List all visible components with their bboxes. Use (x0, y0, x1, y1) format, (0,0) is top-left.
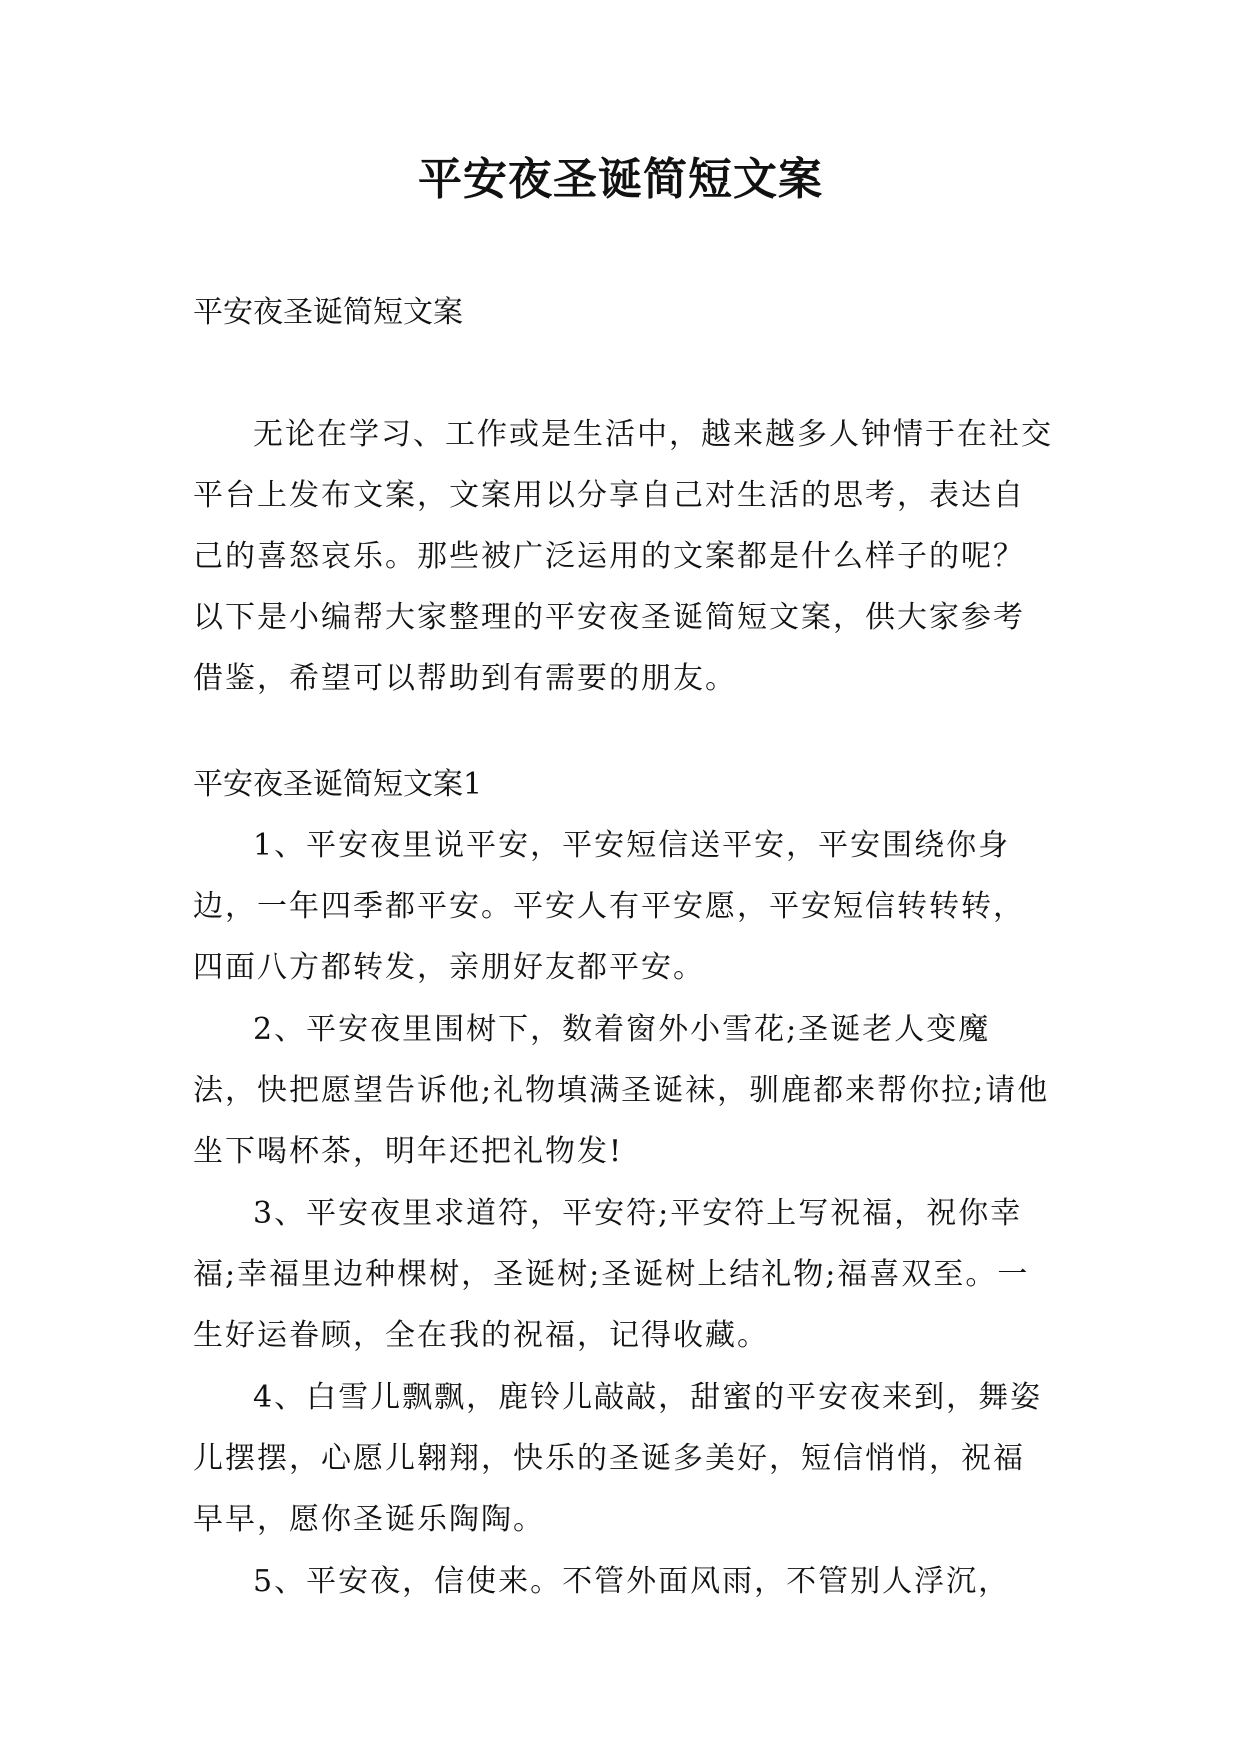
list-item: 1、平安夜里说平安，平安短信送平安，平安围绕你身边，一年四季都平安。平安人有平安愿，平安短信转转转，四面八方都转发，亲朋好友都平安。 (193, 828, 1025, 985)
section-heading: 平安夜圣诞简短文案1 (193, 767, 483, 802)
list-item: 3、平安夜里求道符，平安符;平安符上写祝福，祝你幸福;幸福里边种棵树，圣诞树;圣诞树上结礼物;福喜双至。一生好运眷顾，全在我的祝福，记得收藏。 (193, 1196, 1030, 1353)
intro-paragraph: 无论在学习、工作或是生活中，越来越多人钟情于在社交平台上发布文案，文案用以分享自己对生活的思考，表达自己的喜怒哀乐。那些被广泛运用的文案都是什么样子的呢？以下是小编帮大家整理的平安夜圣诞简短文案，供大家参考借鉴，希望可以帮助到有需要的朋友。 (193, 417, 1053, 696)
list-item: 2、平安夜里围树下，数着窗外小雪花;圣诞老人变魔法，快把愿望告诉他;礼物填满圣诞袜，驯鹿都来帮你拉;请他坐下喝杯茶，明年还把礼物发! (193, 1012, 1050, 1169)
document-title: 平安夜圣诞简短文案 (418, 154, 823, 205)
list-item: 5、平安夜，信使来。不管外面风雨，不管别人浮沉， (253, 1564, 1011, 1599)
document-subtitle: 平安夜圣诞简短文案 (193, 295, 463, 330)
list-item: 4、白雪儿飘飘，鹿铃儿敲敲，甜蜜的平安夜来到，舞姿儿摆摆，心愿儿翱翔，快乐的圣诞多美好，短信悄悄，祝福早早，愿你圣诞乐陶陶。 (193, 1380, 1043, 1537)
